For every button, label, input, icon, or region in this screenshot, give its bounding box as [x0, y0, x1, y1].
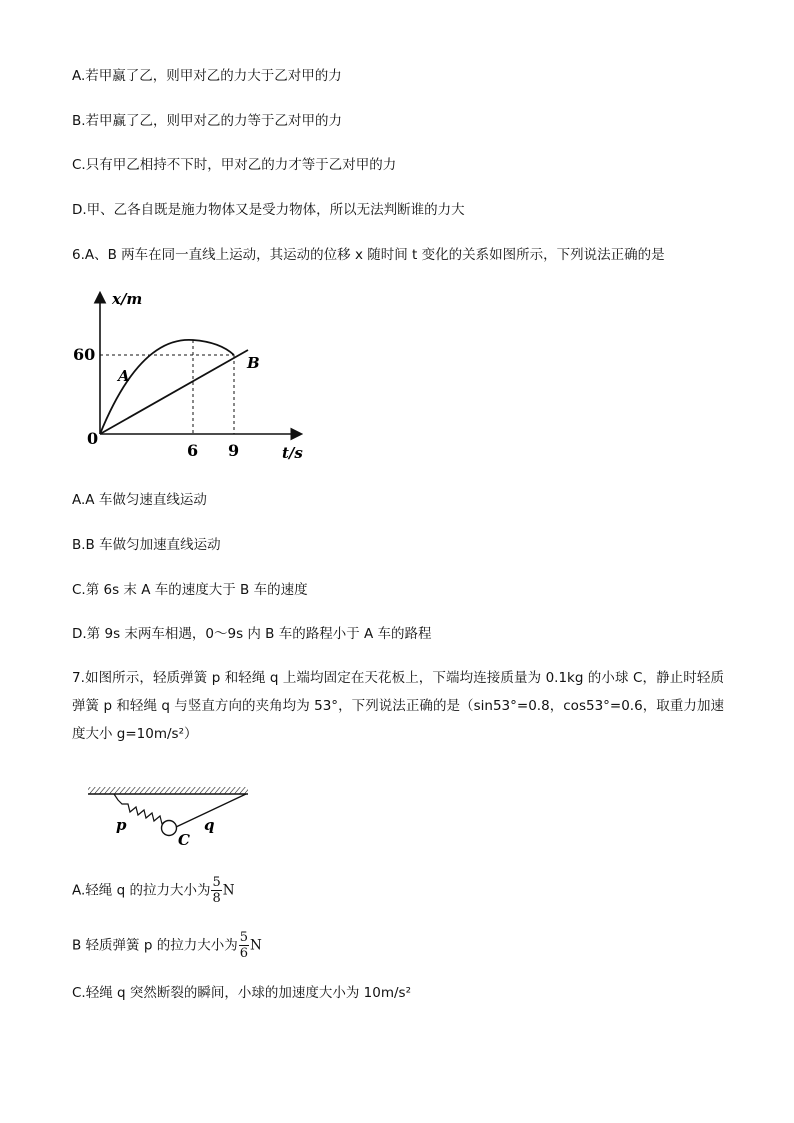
rope-label-q: q: [204, 816, 215, 834]
fraction-numerator: 5: [239, 930, 248, 945]
ball-label-c: C: [178, 831, 190, 849]
q6-position-time-graph: [68, 284, 318, 470]
q6-option-a: A.A 车做匀速直线运动: [72, 492, 207, 508]
ceiling-hatch: [88, 787, 248, 794]
q5-option-a: A.若甲赢了乙，则甲对乙的力大于乙对甲的力: [72, 68, 342, 84]
q7-option-c: C.轻绳 q 突然断裂的瞬间，小球的加速度大小为 10m/s²: [72, 985, 411, 1001]
q7-stem: 7.如图所示，轻质弹簧 p 和轻绳 q 上端均固定在天花板上，下端均连接质量为 0.1kg 的小球 C，静止时轻质弹簧 p 和轻绳 q 与竖直方向的夹角均为 53°，下列说法正确的是（sin53°=0.8，cos53°=0.6，取重力加速度大小 g=10m/s²）: [72, 670, 724, 742]
line-b-label: B: [247, 354, 260, 372]
ball-c: [162, 821, 177, 836]
spring-label-p: p: [116, 816, 127, 834]
q7-option-b-fraction: [239, 930, 249, 961]
q7-option-b-text: B 轻质弹簧 p 的拉力大小为: [72, 937, 238, 954]
x-tick-6: 6: [187, 441, 199, 460]
q7-option-a-fraction: [211, 875, 221, 906]
q6-option-c: C.第 6s 末 A 车的速度大于 B 车的速度: [72, 582, 308, 598]
q6-option-b: B.B 车做匀加速直线运动: [72, 537, 221, 553]
fraction-denominator: 8: [212, 891, 221, 906]
q5-option-c: C.只有甲乙相持不下时，甲对乙的力才等于乙对甲的力: [72, 157, 397, 173]
origin-label: 0: [87, 429, 99, 448]
q7-option-a-unit: N: [222, 882, 235, 899]
q7-option-b: [72, 930, 262, 961]
line-b: [100, 350, 248, 434]
fraction-numerator: 5: [212, 875, 221, 890]
q5-option-b: B.若甲赢了乙，则甲对乙的力等于乙对甲的力: [72, 113, 343, 129]
q7-option-a: [72, 875, 235, 906]
q6-stem: 6.A、B 两车在同一直线上运动，其运动的位移 x 随时间 t 变化的关系如图所示，下列说法正确的是: [72, 247, 665, 263]
x-tick-9: 9: [228, 441, 240, 460]
q5-option-d: D.甲、乙各自既是施力物体又是受力物体，所以无法判断谁的力大: [72, 202, 465, 218]
y-axis-label: x/m: [112, 290, 143, 308]
q7-option-a-text: A.轻绳 q 的拉力大小为: [72, 882, 211, 899]
fraction-denominator: 6: [239, 946, 248, 961]
q6-option-d: D.第 9s 末两车相遇，0～9s 内 B 车的路程小于 A 车的路程: [72, 626, 432, 642]
y-tick-60: 60: [73, 345, 96, 364]
curve-a: [100, 340, 234, 434]
q7-spring-rope-figure: [84, 782, 254, 850]
x-axis-label: t/s: [282, 444, 303, 462]
q7-option-b-unit: N: [250, 937, 262, 954]
curve-a-label: A: [118, 367, 130, 385]
